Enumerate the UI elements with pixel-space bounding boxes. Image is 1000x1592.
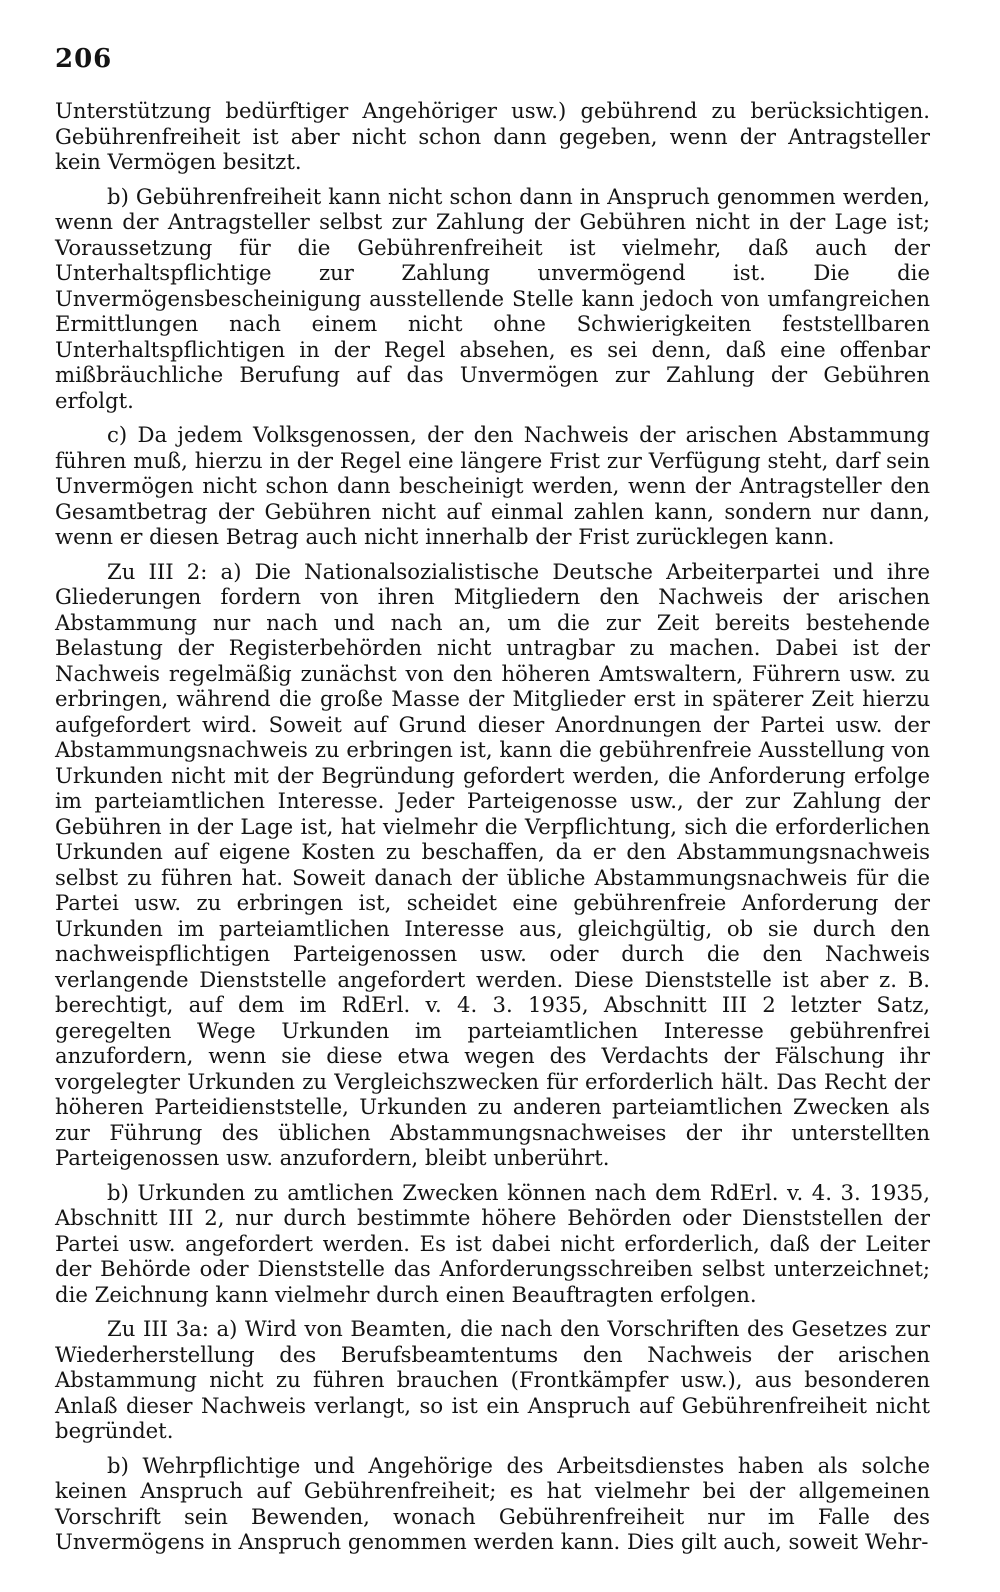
paragraph-zu-iii-3a-b: b) Wehrpflichtige und Angehörige des Arbeitsdienstes haben als solche keinen Anspruch auf Gebührenfreiheit; es hat vielmehr bei der allgemeinen Vorschrift sein Bewenden, wonach Gebührenfreiheit nur im Falle des Unvermögens in Anspruch genommen werden kann. Dies gilt auch, soweit Wehr-	[55, 1452, 930, 1554]
paragraph-zu-iii-2-a: Zu III 2: a) Die Nationalsozialistische Deutsche Arbeiterpartei und ihre Gliederungen fordern von ihren Mitgliedern den Nachweis der arischen Abstammung nur nach und nach an, um die zur Zeit bereits bestehende Belastung der Registerbehörden nicht untragbar zu machen. Dabei ist der Nachweis regelmäßig zunächst von den höheren Amtswaltern, Führern usw. zu erbringen, während die große Masse der Mitglieder erst in späterer Zeit hierzu aufgefordert wird. Soweit auf Grund dieser Anordnungen der Partei usw. der Abstammungsnachweis zu erbringen ist, kann die gebührenfreie Ausstellung von Urkunden nicht mit der Begründung gefordert werden, die Anforderung erfolge im parteiamtlichen Interesse. Jeder Parteigenosse usw., der zur Zahlung der Gebühren in der Lage ist, hat vielmehr die Verpflichtung, sich die erforderlichen Urkunden auf eigene Kosten zu beschaffen, da er den Abstammungsnachweis selbst zu führen hat. Soweit danach der übliche Abstammungsnachweis für die Partei usw. zu erbringen ist, scheidet eine gebührenfreie Anforderung der Urkunden im parteiamtlichen Interesse aus, gleichgültig, ob sie durch den nachweispflichtigen Parteigenossen usw. oder durch die den Nachweis verlangende Dienststelle angefordert werden. Diese Dienststelle ist aber z. B. berechtigt, auf dem im RdErl. v. 4. 3. 1935, Abschnitt III 2 letzter Satz, geregelten Wege Urkunden im parteiamtlichen Interesse gebührenfrei anzufordern, wenn sie diese etwa wegen des Verdachts der Fälschung ihr vorgelegter Urkunden zu Vergleichszwecken für erforderlich hält. Das Recht der höheren Parteidienststelle, Urkunden zu anderen parteiamtlichen Zwecken als zur Führung des üblichen Abstammungsnachweises der ihr unterstellten Parteigenossen usw. anzufordern, bleibt unberührt.	[55, 558, 930, 1170]
paragraph-b-fee-exemption: b) Gebührenfreiheit kann nicht schon dann in Anspruch genommen werden, wenn der Antragsteller selbst zur Zahlung der Gebühren nicht in der Lage ist; Voraussetzung für die Gebührenfreiheit ist vielmehr, daß auch der Unterhaltspflichtige zur Zahlung unvermögend ist. Die die Unvermögensbescheinigung ausstellende Stelle kann jedoch von umfangreichen Ermittlungen nach einem nicht ohne Schwierigkeiten feststellbaren Unterhaltspflichtigen in der Regel absehen, es sei denn, daß eine offenbar mißbräuchliche Berufung auf das Unvermögen zur Zahlung der Gebühren erfolgt.	[55, 183, 930, 413]
page-number: 206	[55, 44, 113, 74]
paragraph-zu-iii-2-b: b) Urkunden zu amtlichen Zwecken können nach dem RdErl. v. 4. 3. 1935, Abschnitt III 2, nur durch bestimmte höhere Behörden oder Dienststellen der Partei usw. angefordert werden. Es ist dabei nicht erforderlich, daß der Leiter der Behörde oder Dienststelle das Anforderungsschreiben selbst unterzeichnet; die Zeichnung kann vielmehr durch einen Beauftragten erfolgen.	[55, 1179, 930, 1307]
paragraph-zu-iii-3a-a: Zu III 3a: a) Wird von Beamten, die nach den Vorschriften des Gesetzes zur Wiederherstellung des Berufsbeamtentums den Nachweis der arischen Abstammung nicht zu führen brauchen (Frontkämpfer usw.), aus besonderen Anlaß dieser Nachweis verlangt, so ist ein Anspruch auf Gebührenfreiheit nicht begründet.	[55, 1316, 930, 1443]
paragraph-c-inability: c) Da jedem Volksgenossen, der den Nachweis der arischen Abstammung führen muß, hierzu in der Regel eine längere Frist zur Verfügung steht, darf sein Unvermögen nicht schon dann bescheinigt werden, wenn der Antragsteller den Gesamtbetrag der Gebühren nicht auf einmal zahlen kann, sondern nur dann, wenn er diesen Betrag auch nicht innerhalb der Frist zurücklegen kann.	[55, 422, 930, 549]
paragraph-continuation: Unterstützung bedürftiger Angehöriger usw.) gebührend zu berücksichtigen. Gebührenfreiheit ist aber nicht schon dann gegeben, wenn der Antragsteller kein Vermögen besitzt.	[55, 98, 930, 174]
body-text	[55, 98, 930, 1555]
